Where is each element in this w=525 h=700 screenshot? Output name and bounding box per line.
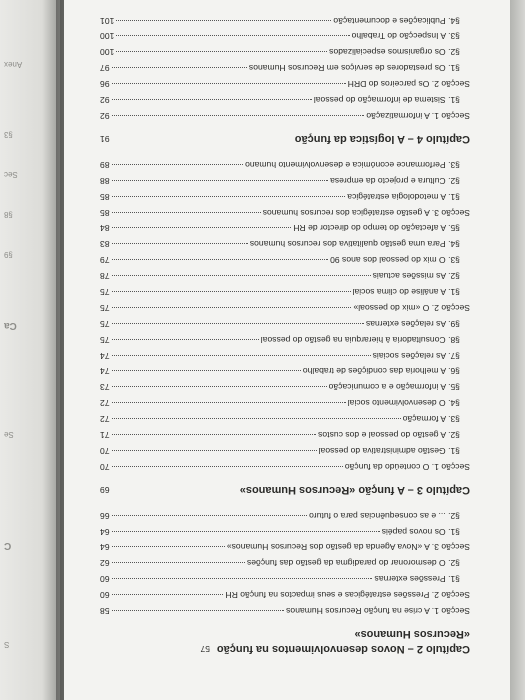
table-of-contents-upside-down: [64, 0, 510, 700]
entry-page-number: 74: [100, 350, 110, 361]
dot-leader: [112, 515, 307, 516]
entry-page-number: 72: [100, 398, 110, 409]
left-page-fragment: C: [4, 540, 12, 551]
toc-subsection-entry: [100, 378, 470, 394]
entry-page-number: 92: [100, 95, 110, 106]
left-page-fragment: Ca: [4, 320, 17, 331]
toc-subsection-entry: [100, 507, 470, 523]
chapter-page: 91: [100, 133, 110, 144]
toc-subsection-entry: [100, 251, 470, 267]
dot-leader: [116, 20, 331, 21]
entry-title: §5. A afectação do tempo do director de RH: [293, 223, 460, 234]
book-page: [64, 0, 510, 700]
toc-subsection-entry: [100, 523, 470, 539]
dot-leader: [112, 164, 243, 165]
left-page-fragment: Se: [4, 430, 14, 439]
toc-subsection-entry: [100, 363, 470, 379]
dot-leader: [112, 307, 352, 308]
entry-page-number: 89: [100, 159, 110, 170]
entry-title: §4. Para uma gestão qualitativa dos recursos humanos: [249, 239, 460, 250]
dot-leader: [112, 83, 346, 84]
entry-title: Secção 2. Pressões estratégicas e seus impactos na função RH: [225, 590, 470, 601]
entry-title: §1. Gestão administrativa do pessoal: [318, 445, 460, 456]
toc-subsection-entry: [100, 12, 470, 28]
entry-title: §3. A formação: [402, 414, 460, 425]
toc-subsection-entry: [100, 426, 470, 442]
dot-leader: [112, 99, 312, 100]
toc-subsection-entry: [100, 394, 470, 410]
entry-page-number: 75: [100, 334, 110, 345]
chapter-title: Capítulo 4 – A logística da função: [294, 132, 470, 145]
toc-subsection-entry: [100, 315, 470, 331]
chapter-heading: [100, 482, 470, 497]
toc-subsection-entry: [100, 44, 470, 60]
entry-title: §1. A metodologia estratégica: [347, 191, 460, 202]
toc-subsection-entry: [100, 283, 470, 299]
entry-title: Secção 3. A gestão estratégica dos recursos humanos: [262, 207, 470, 218]
entry-title: Secção 2. O «mix do pessoal»: [353, 302, 470, 313]
dot-leader: [112, 227, 292, 228]
left-page-fragment: Sec: [4, 170, 18, 179]
entry-title: Secção 1. O conteúdo da função: [344, 461, 470, 472]
dot-leader: [112, 610, 285, 611]
dot-leader: [112, 243, 248, 244]
entry-page-number: 70: [100, 461, 110, 472]
toc-subsection-entry: [100, 220, 470, 236]
entry-title: §1. Os novos papéis: [381, 526, 460, 537]
toc-subsection-entry: [100, 172, 470, 188]
entry-title: §9. As relações externas: [365, 318, 460, 329]
chapter-title: Capítulo 3 – A função «Recursos Humanos»: [239, 483, 470, 496]
entry-title: Secção 1. A crise na função Recursos Humanos: [286, 606, 470, 616]
left-page-fragment: Anex: [4, 60, 23, 69]
dot-leader: [112, 418, 401, 419]
toc-subsection-entry: [100, 267, 470, 283]
left-page-fragment: S: [4, 640, 10, 649]
entry-page-number: 58: [100, 606, 110, 616]
adjacent-left-page: [0, 0, 60, 700]
toc-section-entry: [100, 458, 470, 474]
entry-page-number: 83: [100, 239, 110, 250]
toc-subsection-entry: [100, 554, 470, 570]
entry-page-number: 84: [100, 223, 110, 234]
entry-page-number: 74: [100, 366, 110, 377]
entry-page-number: 88: [100, 175, 110, 186]
toc-section-entry: [100, 299, 470, 315]
entry-title: §1. A análise do clima social: [352, 286, 460, 297]
entry-page-number: 92: [100, 110, 110, 121]
entry-title: §5. A informação e a comunicação: [328, 382, 460, 393]
entry-title: §1. Os prestadores de serviços em Recursos Humanos: [248, 63, 460, 74]
entry-title: Secção 3. A «Nova Agenda da gestão dos Recursos Humanos»: [226, 542, 470, 553]
entry-page-number: 62: [100, 558, 110, 569]
entry-page-number: 78: [100, 271, 110, 282]
dot-leader: [116, 51, 327, 52]
entry-page-number: 97: [100, 63, 110, 74]
dot-leader: [112, 339, 259, 340]
entry-title: §1. Sistema de informação do pessoal: [313, 95, 460, 106]
entry-title: §2. Os organismos especializados: [329, 47, 460, 58]
dot-leader: [112, 67, 247, 68]
entry-title: §3. Performance económica e desenvolvimento humano: [245, 159, 460, 170]
entry-title: §2. O desmoronar do paradigma da gestão das funções: [246, 558, 460, 569]
entry-title: Secção 2. Os parceiros do DRH: [347, 79, 470, 90]
toc-subsection-entry: [100, 347, 470, 363]
entry-title: §6. A melhoria das condições de trabalho: [302, 366, 460, 377]
left-page-fragment: §3: [4, 130, 13, 139]
entry-title: §8. Consultadoria à hierarquia na gestão do pessoal: [260, 334, 460, 345]
entry-page-number: 60: [100, 590, 110, 601]
dot-leader: [112, 115, 365, 116]
dot-leader: [112, 370, 301, 371]
dot-leader: [112, 291, 351, 292]
toc-subsection-entry: [100, 331, 470, 347]
entry-page-number: 100: [100, 31, 115, 42]
entry-page-number: 60: [100, 574, 110, 585]
entry-title: Secção 1. A informatização: [366, 110, 470, 121]
entry-page-number: 85: [100, 191, 110, 202]
dot-leader: [112, 466, 343, 467]
toc-subsection-entry: [100, 442, 470, 458]
dot-leader: [112, 212, 261, 213]
chapter-entries: [100, 507, 470, 618]
entry-page-number: 75: [100, 286, 110, 297]
toc-subsection-entry: [100, 59, 470, 75]
entry-page-number: 73: [100, 382, 110, 393]
toc-subsection-entry: [100, 235, 470, 251]
chapter-title: Capítulo 2 – Novos desenvolvimentos na função «Recursos Humanos»: [216, 628, 470, 655]
entry-page-number: 64: [100, 526, 110, 537]
entry-page-number: 101: [100, 15, 115, 26]
chapter-entries: [100, 156, 470, 474]
entry-page-number: 96: [100, 79, 110, 90]
toc-subsection-entry: [100, 188, 470, 204]
toc-section-entry: [100, 107, 470, 123]
entry-title: §2. ... e as consequências para o futuro: [309, 510, 460, 521]
entry-title: §1. Pressões externas: [374, 574, 460, 585]
dot-leader: [112, 434, 317, 435]
dot-leader: [112, 196, 346, 197]
toc-section-entry: [100, 204, 470, 220]
dot-leader: [112, 355, 371, 356]
entry-title: §2. As missões actuais: [372, 271, 460, 282]
toc-subsection-entry: [100, 91, 470, 107]
entry-page-number: 64: [100, 542, 110, 553]
chapter-page: 69: [100, 484, 110, 495]
chapter-heading: [100, 626, 470, 656]
entry-title: §2. Cultura e projecto da empresa: [330, 175, 460, 186]
entry-title: §7. As relações sociais: [372, 350, 460, 361]
dot-leader: [112, 562, 245, 563]
entry-title: §4. O desenvolvimento social: [347, 398, 460, 409]
toc-subsection-entry: [100, 410, 470, 426]
chapter-page: 57: [200, 644, 210, 654]
entry-page-number: 71: [100, 429, 110, 440]
left-page-fragment: §9: [4, 250, 13, 259]
toc-subsection-entry: [100, 570, 470, 586]
dot-leader: [112, 275, 371, 276]
toc-subsection-entry: [100, 156, 470, 172]
dot-leader: [112, 531, 380, 532]
toc-section-entry: [100, 586, 470, 602]
entry-page-number: 100: [100, 47, 115, 58]
dot-leader: [112, 180, 329, 181]
toc-section-entry: [100, 539, 470, 555]
entry-title: §3. O mix do pessoal dos anos 90: [330, 255, 460, 266]
toc-subsection-entry: [100, 28, 470, 44]
adjacent-right-page-edge: [510, 0, 525, 700]
dot-leader: [112, 450, 317, 451]
entry-page-number: 70: [100, 445, 110, 456]
chapter-heading: [100, 131, 470, 146]
toc-section-entry: [100, 602, 470, 618]
dot-leader: [112, 323, 364, 324]
toc-content: [100, 12, 470, 662]
chapter-entries: [100, 12, 470, 123]
entry-page-number: 72: [100, 414, 110, 425]
dot-leader: [112, 546, 225, 547]
entry-page-number: 85: [100, 207, 110, 218]
entry-title: §3. A Inspecção do Trabalho: [351, 31, 460, 42]
entry-page-number: 75: [100, 302, 110, 313]
dot-leader: [112, 594, 224, 595]
dot-leader: [116, 36, 349, 37]
dot-leader: [112, 578, 373, 579]
toc-section-entry: [100, 75, 470, 91]
entry-page-number: 66: [100, 510, 110, 521]
dot-leader: [112, 259, 328, 260]
entry-page-number: 79: [100, 255, 110, 266]
dot-leader: [112, 402, 346, 403]
entry-page-number: 75: [100, 318, 110, 329]
entry-title: §2. A gestão do pessoal e dos custos: [318, 429, 460, 440]
dot-leader: [112, 386, 327, 387]
left-page-fragment: §8: [4, 210, 13, 219]
entry-title: §4. Publicações e documentação: [333, 15, 460, 26]
